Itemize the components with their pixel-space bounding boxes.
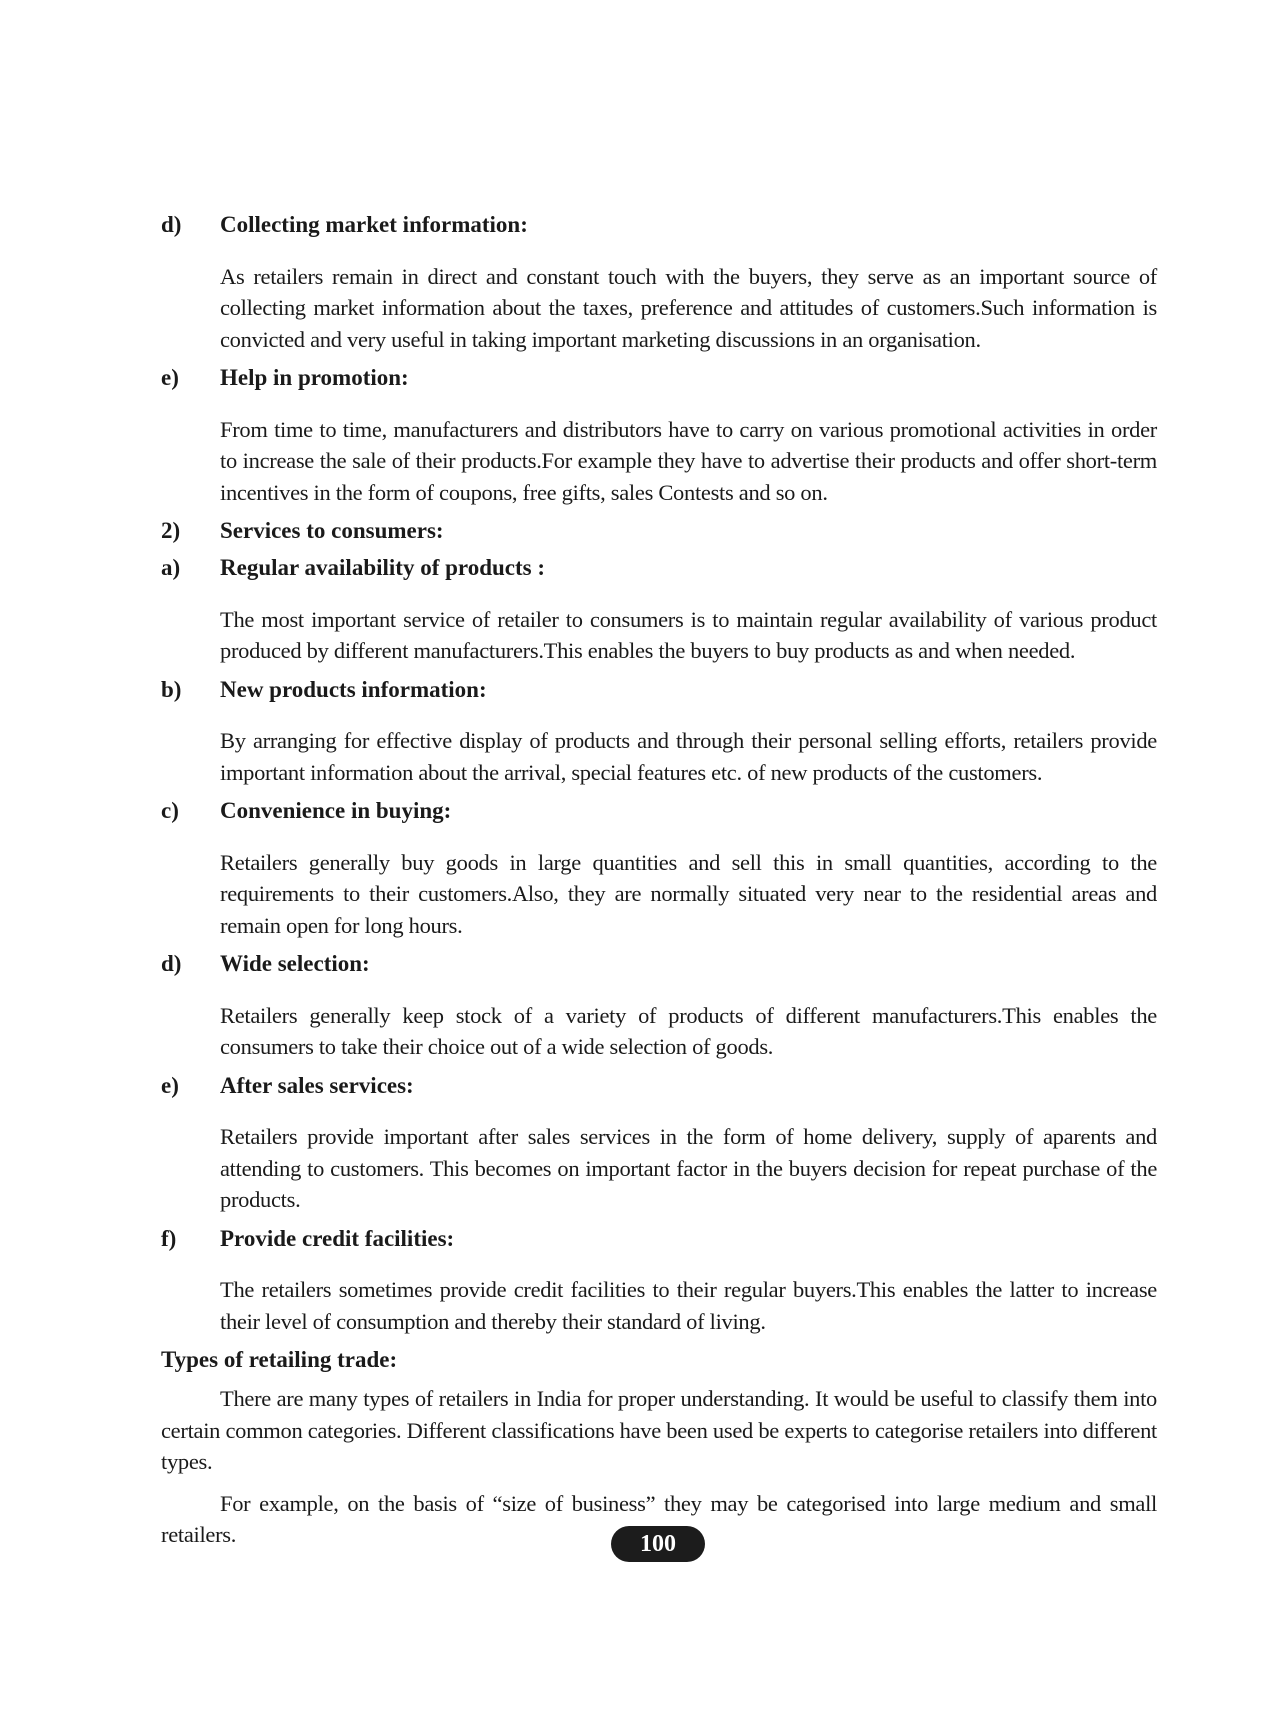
item-heading [161, 677, 1157, 703]
item-heading [161, 518, 1157, 544]
item-body: From time to time, manufacturers and distributors have to carry on various promotional activities in order to increase the sale of their products.For example they have to advertise their products and offer short-term incentives in the form of coupons, free gifts, sales Contests and so on. [220, 416, 1157, 505]
item-marker: f) [161, 1225, 177, 1251]
item-heading-text: Convenience in buying: [220, 798, 452, 823]
list-item [161, 951, 1157, 1063]
item-body: The retailers sometimes provide credit facilities to their regular buyers.This enables the latter to increase their level of consumption and thereby their standard of living. [220, 1277, 1157, 1334]
item-heading-text: Regular availability of products : [220, 555, 545, 580]
item-body: The most important service of retailer to consumers is to maintain regular availability of various product produced by different manufacturers.This enables the buyers to buy products as and when needed. [220, 606, 1157, 663]
page-number-badge: 100 [611, 1526, 705, 1562]
list-item [161, 1226, 1157, 1338]
item-body: As retailers remain in direct and constant touch with the buyers, they serve as an important source of collecting market information about the taxes, preference and attitudes of customers.Such information is convicted and very useful in taking important marketing discussions in an organisation. [220, 263, 1157, 352]
item-heading [161, 212, 1157, 238]
list-item [161, 212, 1157, 355]
paragraph: For example, on the basis of “size of business” they may be categorised into large medium and small retailers. [161, 1490, 1157, 1547]
item-heading [161, 1226, 1157, 1252]
page-content [161, 212, 1157, 1561]
item-body: Retailers generally buy goods in large quantities and sell this in small quantities, according to the requirements to their customers.Also, they are normally situated very near to the residential areas and remain open for long hours. [220, 849, 1157, 938]
item-heading-text: Services to consumers: [220, 518, 444, 543]
list-item [161, 798, 1157, 941]
list-item [161, 1073, 1157, 1216]
item-heading [161, 1073, 1157, 1099]
item-marker: 2) [161, 518, 181, 543]
item-heading [161, 555, 1157, 581]
item-marker: d) [161, 951, 182, 976]
item-marker: a) [161, 555, 181, 580]
section-title: Types of retailing trade: [161, 1347, 398, 1372]
list-item [161, 365, 1157, 508]
item-heading-text: Help in promotion: [220, 365, 409, 390]
list-item [161, 555, 1157, 667]
item-heading-text: Wide selection: [220, 951, 370, 976]
item-marker: e) [161, 365, 179, 390]
item-heading-text: After sales services: [220, 1072, 414, 1098]
item-marker: b) [161, 676, 182, 702]
item-marker: d) [161, 212, 182, 237]
item-marker: c) [161, 798, 179, 823]
list-item [161, 518, 1157, 544]
item-heading [161, 798, 1157, 824]
item-marker: e) [161, 1072, 179, 1098]
item-heading [161, 951, 1157, 977]
item-heading-text: New products information: [220, 676, 487, 702]
paragraph: There are many types of retailers in India for proper understanding. It would be useful to classify them into certain common categories. Different classifications have been used be experts to categorise retailers into different types. [161, 1386, 1157, 1474]
item-body: Retailers generally keep stock of a variety of products of different manufacturers.This enables the consumers to take their choice out of a wide selection of goods. [220, 1002, 1157, 1059]
item-heading-text: Provide credit facilities: [220, 1225, 455, 1251]
item-body: By arranging for effective display of products and through their personal selling efforts, retailers provide important information about the arrival, special features etc. of new products of the customers. [220, 728, 1157, 785]
item-heading [161, 365, 1157, 391]
list-item [161, 677, 1157, 789]
item-body: Retailers provide important after sales services in the form of home delivery, supply of aparents and attending to customers. This becomes on important factor in the buyers decision for repeat purchase of the products. [220, 1124, 1157, 1212]
item-heading-text: Collecting market information: [220, 212, 528, 237]
